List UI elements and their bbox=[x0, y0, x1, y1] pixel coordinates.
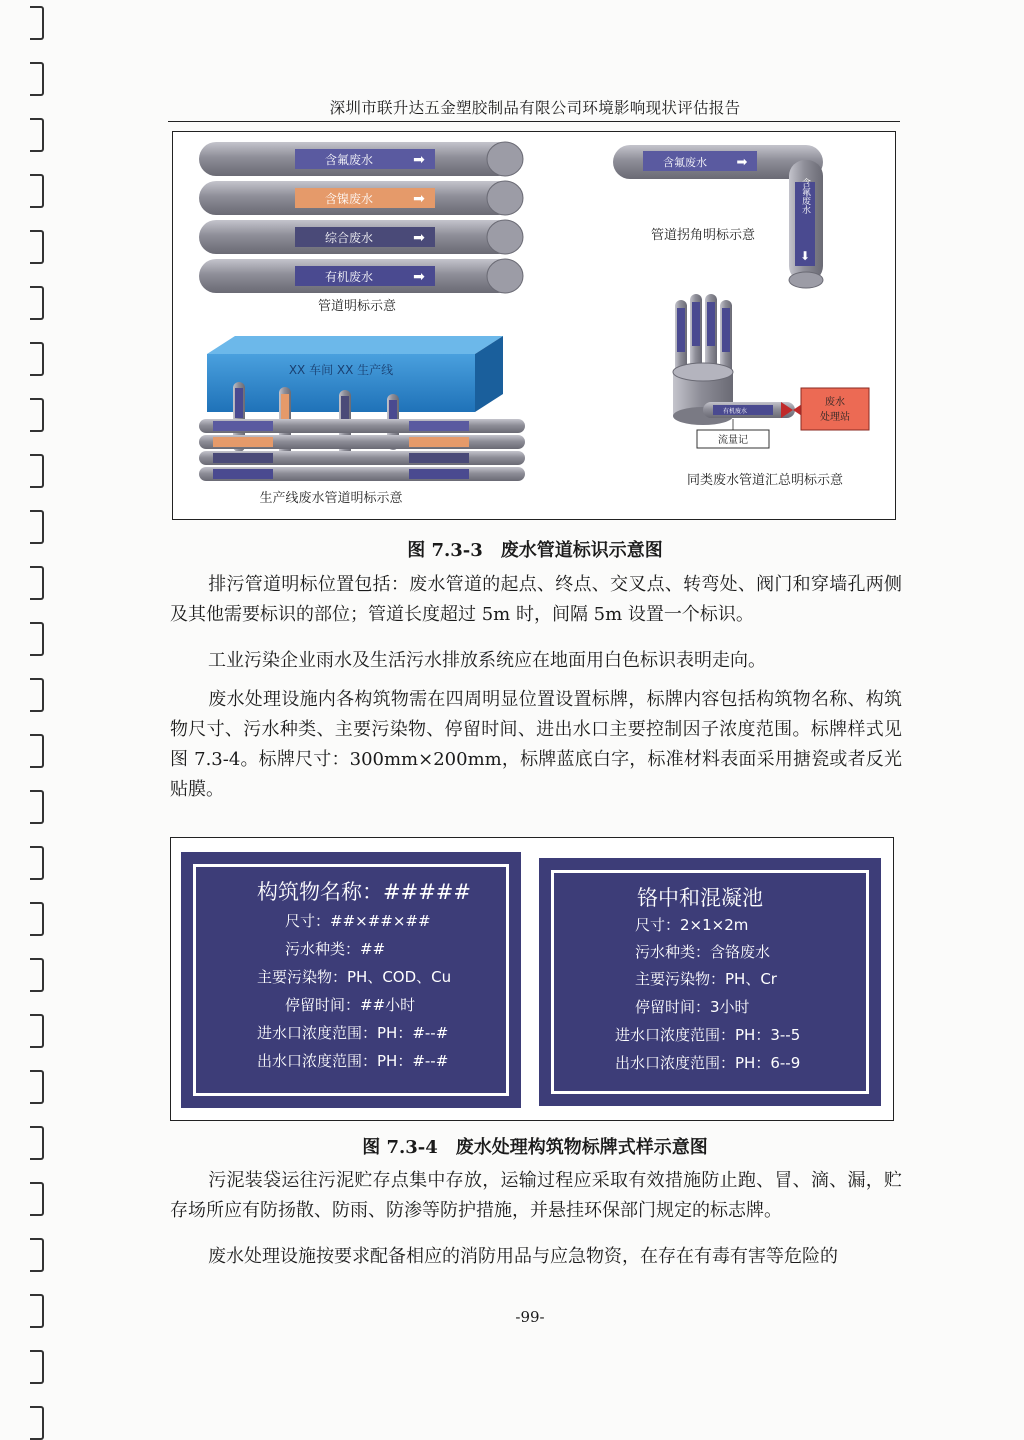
pipes-title: 管道明标示意 bbox=[317, 299, 397, 314]
flow-arrow-icon: ➡ bbox=[413, 191, 425, 207]
svg-text:含氟废水: 含氟废水 bbox=[324, 153, 374, 167]
corner-pipe bbox=[613, 145, 823, 288]
binding-hole-mark bbox=[30, 1350, 44, 1384]
svg-text:有机废水: 有机废水 bbox=[324, 270, 374, 284]
figure-sign-samples bbox=[170, 837, 894, 1121]
pipe-diagram bbox=[173, 132, 895, 519]
binding-hole-mark bbox=[30, 286, 44, 320]
binding-hole-mark bbox=[30, 622, 44, 656]
binding-hole-mark bbox=[30, 118, 44, 152]
production-title: 生产线废水管道明标示意 bbox=[259, 491, 403, 506]
figure-pipe-marking bbox=[172, 131, 896, 520]
figure-733-caption: 图 7.3-3 废水管道标识示意图 bbox=[407, 540, 663, 561]
binding-hole-mark bbox=[30, 1126, 44, 1160]
binding-hole-mark bbox=[30, 174, 44, 208]
flow-arrow-icon: ➡ bbox=[413, 152, 425, 168]
production-line bbox=[199, 336, 525, 481]
pipe-4 bbox=[199, 259, 523, 293]
binding-hole-mark bbox=[30, 398, 44, 432]
svg-text:有机废水: 有机废水 bbox=[722, 408, 748, 415]
sign-left-outlet: 出水口浓度范围：PH：#--# bbox=[257, 1052, 449, 1070]
svg-text:流量记: 流量记 bbox=[718, 435, 748, 446]
binding-hole-mark bbox=[30, 678, 44, 712]
binding-hole-mark bbox=[30, 510, 44, 544]
paragraph-3: 废水处理设施内各构筑物需在四周明显位置设置标牌，标牌内容包括构筑物名称、构筑物尺寸、污水种类、主要污染物、停留时间、进出水口主要控制因子浓度范围。标牌样式见图 7.3-4。标牌尺寸：300mm×200mm，标牌蓝底白字，标准材料表面采用搪瓷或者反光贴膜。 bbox=[170, 689, 902, 800]
binding-hole-mark bbox=[30, 734, 44, 768]
page-number: -99- bbox=[515, 1308, 545, 1326]
paragraph-4: 污泥装袋运往污泥贮存点集中存放，运输过程应采取有效措施防止跑、冒、滴、漏，贮存场所应有防扬散、防雨、防渗等防护措施，并悬挂环保部门规定的标志牌。 bbox=[170, 1170, 902, 1221]
binding-hole-mark bbox=[30, 790, 44, 824]
binding-hole-mark bbox=[30, 1070, 44, 1104]
svg-text:XX 车间 XX 生产线: XX 车间 XX 生产线 bbox=[288, 363, 394, 377]
svg-text:废水: 废水 bbox=[825, 397, 845, 408]
binding-hole-mark bbox=[30, 342, 44, 376]
paragraph-2: 工业污染企业雨水及生活污水排放系统应在地面用白色标识表明走向。 bbox=[208, 650, 766, 671]
pipe-2 bbox=[199, 181, 523, 215]
flow-arrow-icon: ➡ bbox=[413, 269, 425, 285]
svg-text:含氟废水: 含氟废水 bbox=[663, 156, 707, 169]
figure-734-caption: 图 7.3-4 废水处理构筑物标牌式样示意图 bbox=[362, 1137, 708, 1158]
pipe-3 bbox=[199, 220, 523, 254]
collect-title: 同类废水管道汇总明标示意 bbox=[686, 473, 844, 488]
paragraph-1: 排污管道明标位置包括：废水管道的起点、终点、交叉点、转弯处、阀门和穿墙孔两侧及其他需要标识的部位；管道长度超过 5m 时，间隔 5m 设置一个标识。 bbox=[170, 574, 902, 625]
sign-left-size: 尺寸：##×##×## bbox=[285, 912, 431, 930]
binding-hole-mark bbox=[30, 846, 44, 880]
flow-arrow-icon: ➡ bbox=[736, 155, 748, 170]
binding-hole-mark bbox=[30, 6, 44, 40]
sign-right-size: 尺寸：2×1×2m bbox=[635, 916, 749, 934]
sign-right-pollutants: 主要污染物：PH、Cr bbox=[635, 970, 777, 988]
sign-left bbox=[181, 852, 521, 1108]
binding-hole-mark bbox=[30, 62, 44, 96]
svg-text:处理站: 处理站 bbox=[820, 412, 850, 423]
paragraph-5: 废水处理设施按要求配备相应的消防用品与应急物资，在存在有毒有害等危险的 bbox=[208, 1246, 838, 1267]
sign-left-type: 污水种类：## bbox=[285, 940, 386, 958]
flow-arrow-icon: ➡ bbox=[413, 230, 425, 246]
sign-right-type: 污水种类：含铬废水 bbox=[635, 943, 771, 961]
sign-right bbox=[539, 858, 881, 1106]
binding-hole-mark bbox=[30, 958, 44, 992]
sign-right-title: 铬中和混凝池 bbox=[637, 886, 763, 910]
sign-right-inlet: 进水口浓度范围：PH：3--5 bbox=[615, 1026, 801, 1044]
sign-right-outlet: 出水口浓度范围：PH：6--9 bbox=[615, 1054, 801, 1072]
binding-hole-mark bbox=[30, 1406, 44, 1440]
corner-title: 管道拐角明标示意 bbox=[650, 228, 756, 243]
down-arrow-icon: ⬇ bbox=[799, 249, 811, 263]
svg-text:含镍废水: 含镍废水 bbox=[324, 192, 374, 206]
binding-hole-mark bbox=[30, 902, 44, 936]
sign-left-pollutants: 主要污染物：PH、COD、Cu bbox=[257, 968, 452, 986]
sign-left-title: 构筑物名称：##### bbox=[257, 880, 471, 904]
binding-hole-mark bbox=[30, 230, 44, 264]
collection-diagram bbox=[673, 294, 869, 448]
binding-hole-mark bbox=[30, 454, 44, 488]
binding-hole-mark bbox=[30, 1014, 44, 1048]
binding-hole-mark bbox=[30, 1182, 44, 1216]
page-header: 深圳市联升达五金塑胶制品有限公司环境影响现状评估报告 bbox=[329, 99, 741, 117]
pipe-1 bbox=[199, 142, 523, 176]
sign-right-stay: 停留时间：3小时 bbox=[635, 998, 750, 1016]
binding-hole-mark bbox=[30, 1238, 44, 1272]
header-rule bbox=[168, 121, 900, 122]
sign-left-inlet: 进水口浓度范围：PH：#--# bbox=[257, 1024, 449, 1042]
sign-left-stay: 停留时间：##小时 bbox=[285, 996, 416, 1014]
svg-text:含氟废水: 含氟废水 bbox=[800, 178, 810, 214]
svg-text:综合废水: 综合废水 bbox=[324, 231, 374, 245]
binding-hole-mark bbox=[30, 566, 44, 600]
